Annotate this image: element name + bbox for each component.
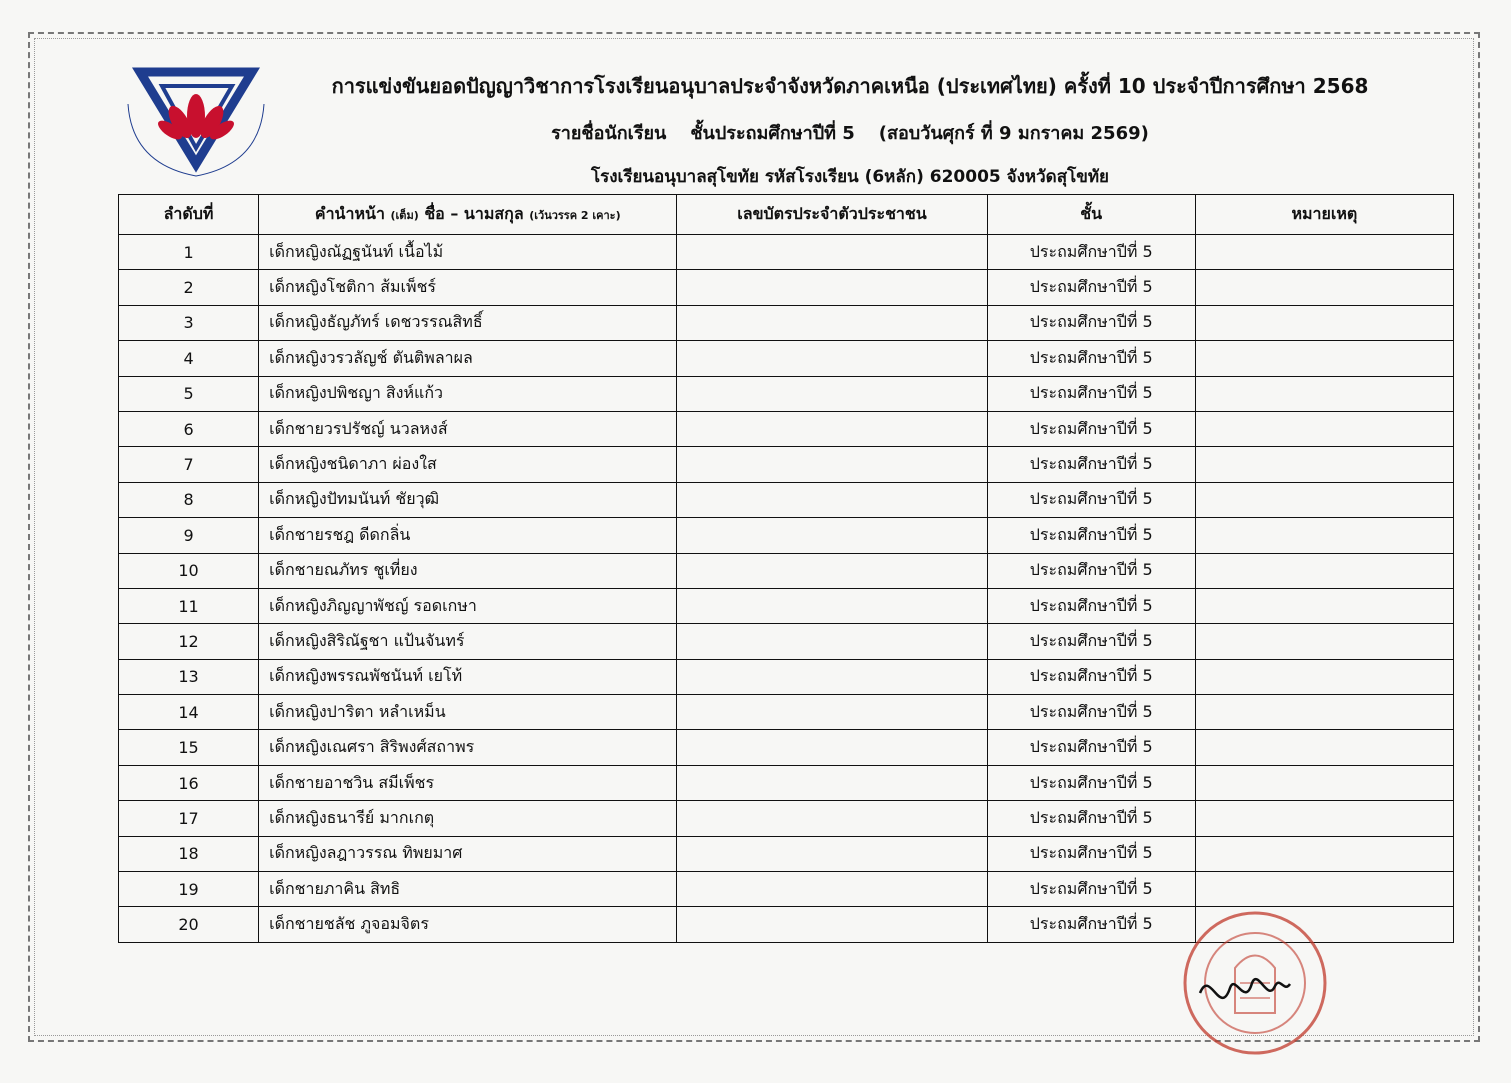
row-number: 6 [119, 411, 259, 446]
student-name: เด็กหญิงวรวลัญช์ ตันติพลาผล [259, 341, 677, 376]
table-row [119, 624, 1454, 659]
note-cell [1195, 588, 1453, 623]
row-number: 19 [119, 872, 259, 907]
student-table [118, 194, 1454, 943]
name-header-main: ชื่อ – นามสกุล [424, 204, 524, 223]
row-number: 2 [119, 270, 259, 305]
row-number: 7 [119, 447, 259, 482]
document-header [250, 68, 1450, 190]
subtitle-grade: ชั้นประถมศึกษาปีที่ 5 [690, 123, 855, 144]
table-row [119, 801, 1454, 836]
row-number: 16 [119, 765, 259, 800]
student-name: เด็กหญิงณัฏฐนันท์ เนื้อไม้ [259, 235, 677, 270]
grade-level: ประถมศึกษาปีที่ 5 [987, 341, 1195, 376]
citizen-id-cell [677, 624, 987, 659]
row-number: 3 [119, 305, 259, 340]
student-name: เด็กหญิงชนิดาภา ผ่องใส [259, 447, 677, 482]
student-name: เด็กหญิงปาริตา หลำเหม็น [259, 695, 677, 730]
student-name: เด็กชายรชฎ ดีดกลิ่น [259, 518, 677, 553]
subtitle-list: รายชื่อนักเรียน [551, 123, 667, 144]
citizen-id-cell [677, 411, 987, 446]
row-number: 14 [119, 695, 259, 730]
note-cell [1195, 518, 1453, 553]
student-name: เด็กหญิงธนารีย์ มากเกตุ [259, 801, 677, 836]
citizen-id-cell [677, 907, 987, 942]
grade-level: ประถมศึกษาปีที่ 5 [987, 836, 1195, 871]
grade-level: ประถมศึกษาปีที่ 5 [987, 907, 1195, 942]
note-cell [1195, 376, 1453, 411]
citizen-id-cell [677, 588, 987, 623]
student-name: เด็กหญิงเณศรา สิริพงศ์สถาพร [259, 730, 677, 765]
table-row [119, 588, 1454, 623]
table-row [119, 659, 1454, 694]
student-name: เด็กหญิงปพิชญา สิงห์แก้ว [259, 376, 677, 411]
note-cell [1195, 411, 1453, 446]
student-name: เด็กหญิงสิริณัฐชา แป้นจันทร์ [259, 624, 677, 659]
table-row [119, 447, 1454, 482]
note-cell [1195, 447, 1453, 482]
grade-level: ประถมศึกษาปีที่ 5 [987, 482, 1195, 517]
grade-level: ประถมศึกษาปีที่ 5 [987, 730, 1195, 765]
citizen-id-cell [677, 801, 987, 836]
grade-level: ประถมศึกษาปีที่ 5 [987, 411, 1195, 446]
citizen-id-cell [677, 836, 987, 871]
col-header-note: หมายเหตุ [1195, 195, 1453, 235]
row-number: 13 [119, 659, 259, 694]
grade-level: ประถมศึกษาปีที่ 5 [987, 270, 1195, 305]
row-number: 20 [119, 907, 259, 942]
grade-level: ประถมศึกษาปีที่ 5 [987, 801, 1195, 836]
table-row [119, 235, 1454, 270]
note-cell [1195, 553, 1453, 588]
row-number: 17 [119, 801, 259, 836]
table-row [119, 730, 1454, 765]
grade-level: ประถมศึกษาปีที่ 5 [987, 447, 1195, 482]
grade-level: ประถมศึกษาปีที่ 5 [987, 305, 1195, 340]
row-number: 1 [119, 235, 259, 270]
row-number: 9 [119, 518, 259, 553]
document-subtitle [250, 118, 1450, 147]
table-row [119, 553, 1454, 588]
grade-level: ประถมศึกษาปีที่ 5 [987, 872, 1195, 907]
citizen-id-cell [677, 376, 987, 411]
col-header-level: ชั้น [987, 195, 1195, 235]
student-name: เด็กชายวรปรัชญ์ นวลหงส์ [259, 411, 677, 446]
table-row [119, 836, 1454, 871]
table-header-row [119, 195, 1454, 235]
citizen-id-cell [677, 270, 987, 305]
col-header-no: ลำดับที่ [119, 195, 259, 235]
table-row [119, 305, 1454, 340]
name-header-note1: (เต็ม) [390, 209, 419, 222]
grade-level: ประถมศึกษาปีที่ 5 [987, 624, 1195, 659]
grade-level: ประถมศึกษาปีที่ 5 [987, 659, 1195, 694]
student-name: เด็กหญิงภิญญาพัชญ์ รอดเกษา [259, 588, 677, 623]
citizen-id-cell [677, 553, 987, 588]
row-number: 12 [119, 624, 259, 659]
grade-level: ประถมศึกษาปีที่ 5 [987, 235, 1195, 270]
note-cell [1195, 659, 1453, 694]
citizen-id-cell [677, 305, 987, 340]
row-number: 11 [119, 588, 259, 623]
student-name: เด็กหญิงปัทมนันท์ ชัยวุฒิ [259, 482, 677, 517]
table-row [119, 341, 1454, 376]
student-name: เด็กชายอาชวิน สมีเพ็ชร [259, 765, 677, 800]
citizen-id-cell [677, 730, 987, 765]
row-number: 18 [119, 836, 259, 871]
citizen-id-cell [677, 659, 987, 694]
col-header-id: เลขบัตรประจำตัวประชาชน [677, 195, 987, 235]
student-name: เด็กหญิงพรรณพัชนันท์ เยโท้ [259, 659, 677, 694]
row-number: 15 [119, 730, 259, 765]
student-name: เด็กชายภาคิน สิทธิ [259, 872, 677, 907]
table-row [119, 765, 1454, 800]
school-info: โรงเรียนอนุบาลสุโขทัย รหัสโรงเรียน (6หลัก) 620005 จังหวัดสุโขทัย [590, 167, 1110, 187]
table-row [119, 270, 1454, 305]
student-name: เด็กชายณภัทร ชูเที่ยง [259, 553, 677, 588]
citizen-id-cell [677, 872, 987, 907]
grade-level: ประถมศึกษาปีที่ 5 [987, 765, 1195, 800]
table-row [119, 518, 1454, 553]
row-number: 5 [119, 376, 259, 411]
subtitle-exam-date: (สอบวันศุกร์ ที่ 9 มกราคม 2569) [878, 123, 1149, 144]
grade-level: ประถมศึกษาปีที่ 5 [987, 553, 1195, 588]
row-number: 10 [119, 553, 259, 588]
citizen-id-cell [677, 341, 987, 376]
citizen-id-cell [677, 235, 987, 270]
note-cell [1195, 730, 1453, 765]
grade-level: ประถมศึกษาปีที่ 5 [987, 695, 1195, 730]
note-cell [1195, 765, 1453, 800]
table-row [119, 411, 1454, 446]
name-header-note2: (เว้นวรรค 2 เคาะ) [529, 209, 621, 222]
row-number: 8 [119, 482, 259, 517]
note-cell [1195, 235, 1453, 270]
name-header-prefix: คำนำหน้า [314, 204, 385, 223]
citizen-id-cell [677, 765, 987, 800]
grade-level: ประถมศึกษาปีที่ 5 [987, 518, 1195, 553]
note-cell [1195, 801, 1453, 836]
citizen-id-cell [677, 482, 987, 517]
note-cell [1195, 695, 1453, 730]
citizen-id-cell [677, 518, 987, 553]
student-name: เด็กหญิงธัญภัทร์ เดชวรรณสิทธิ์ [259, 305, 677, 340]
citizen-id-cell [677, 447, 987, 482]
note-cell [1195, 624, 1453, 659]
note-cell [1195, 836, 1453, 871]
grade-level: ประถมศึกษาปีที่ 5 [987, 376, 1195, 411]
note-cell [1195, 270, 1453, 305]
note-cell [1195, 305, 1453, 340]
citizen-id-cell [677, 695, 987, 730]
row-number: 4 [119, 341, 259, 376]
note-cell [1195, 341, 1453, 376]
table-row [119, 482, 1454, 517]
student-name: เด็กหญิงลฎาวรรณ ทิพยมาศ [259, 836, 677, 871]
table-row [119, 695, 1454, 730]
note-cell [1195, 482, 1453, 517]
school-seal-stamp [1180, 888, 1330, 1078]
student-name: เด็กหญิงโชติกา ส้มเพ็ชร์ [259, 270, 677, 305]
student-name: เด็กชายชลัช ภูจอมจิตร [259, 907, 677, 942]
col-header-name [259, 195, 677, 235]
table-row [119, 376, 1454, 411]
grade-level: ประถมศึกษาปีที่ 5 [987, 588, 1195, 623]
document-title: การแข่งขันยอดปัญญาวิชาการโรงเรียนอนุบาลประจำจังหวัดภาคเหนือ (ประเทศไทย) ครั้งที่ 10 ประจำปีการศึกษา 2568 [331, 74, 1369, 98]
